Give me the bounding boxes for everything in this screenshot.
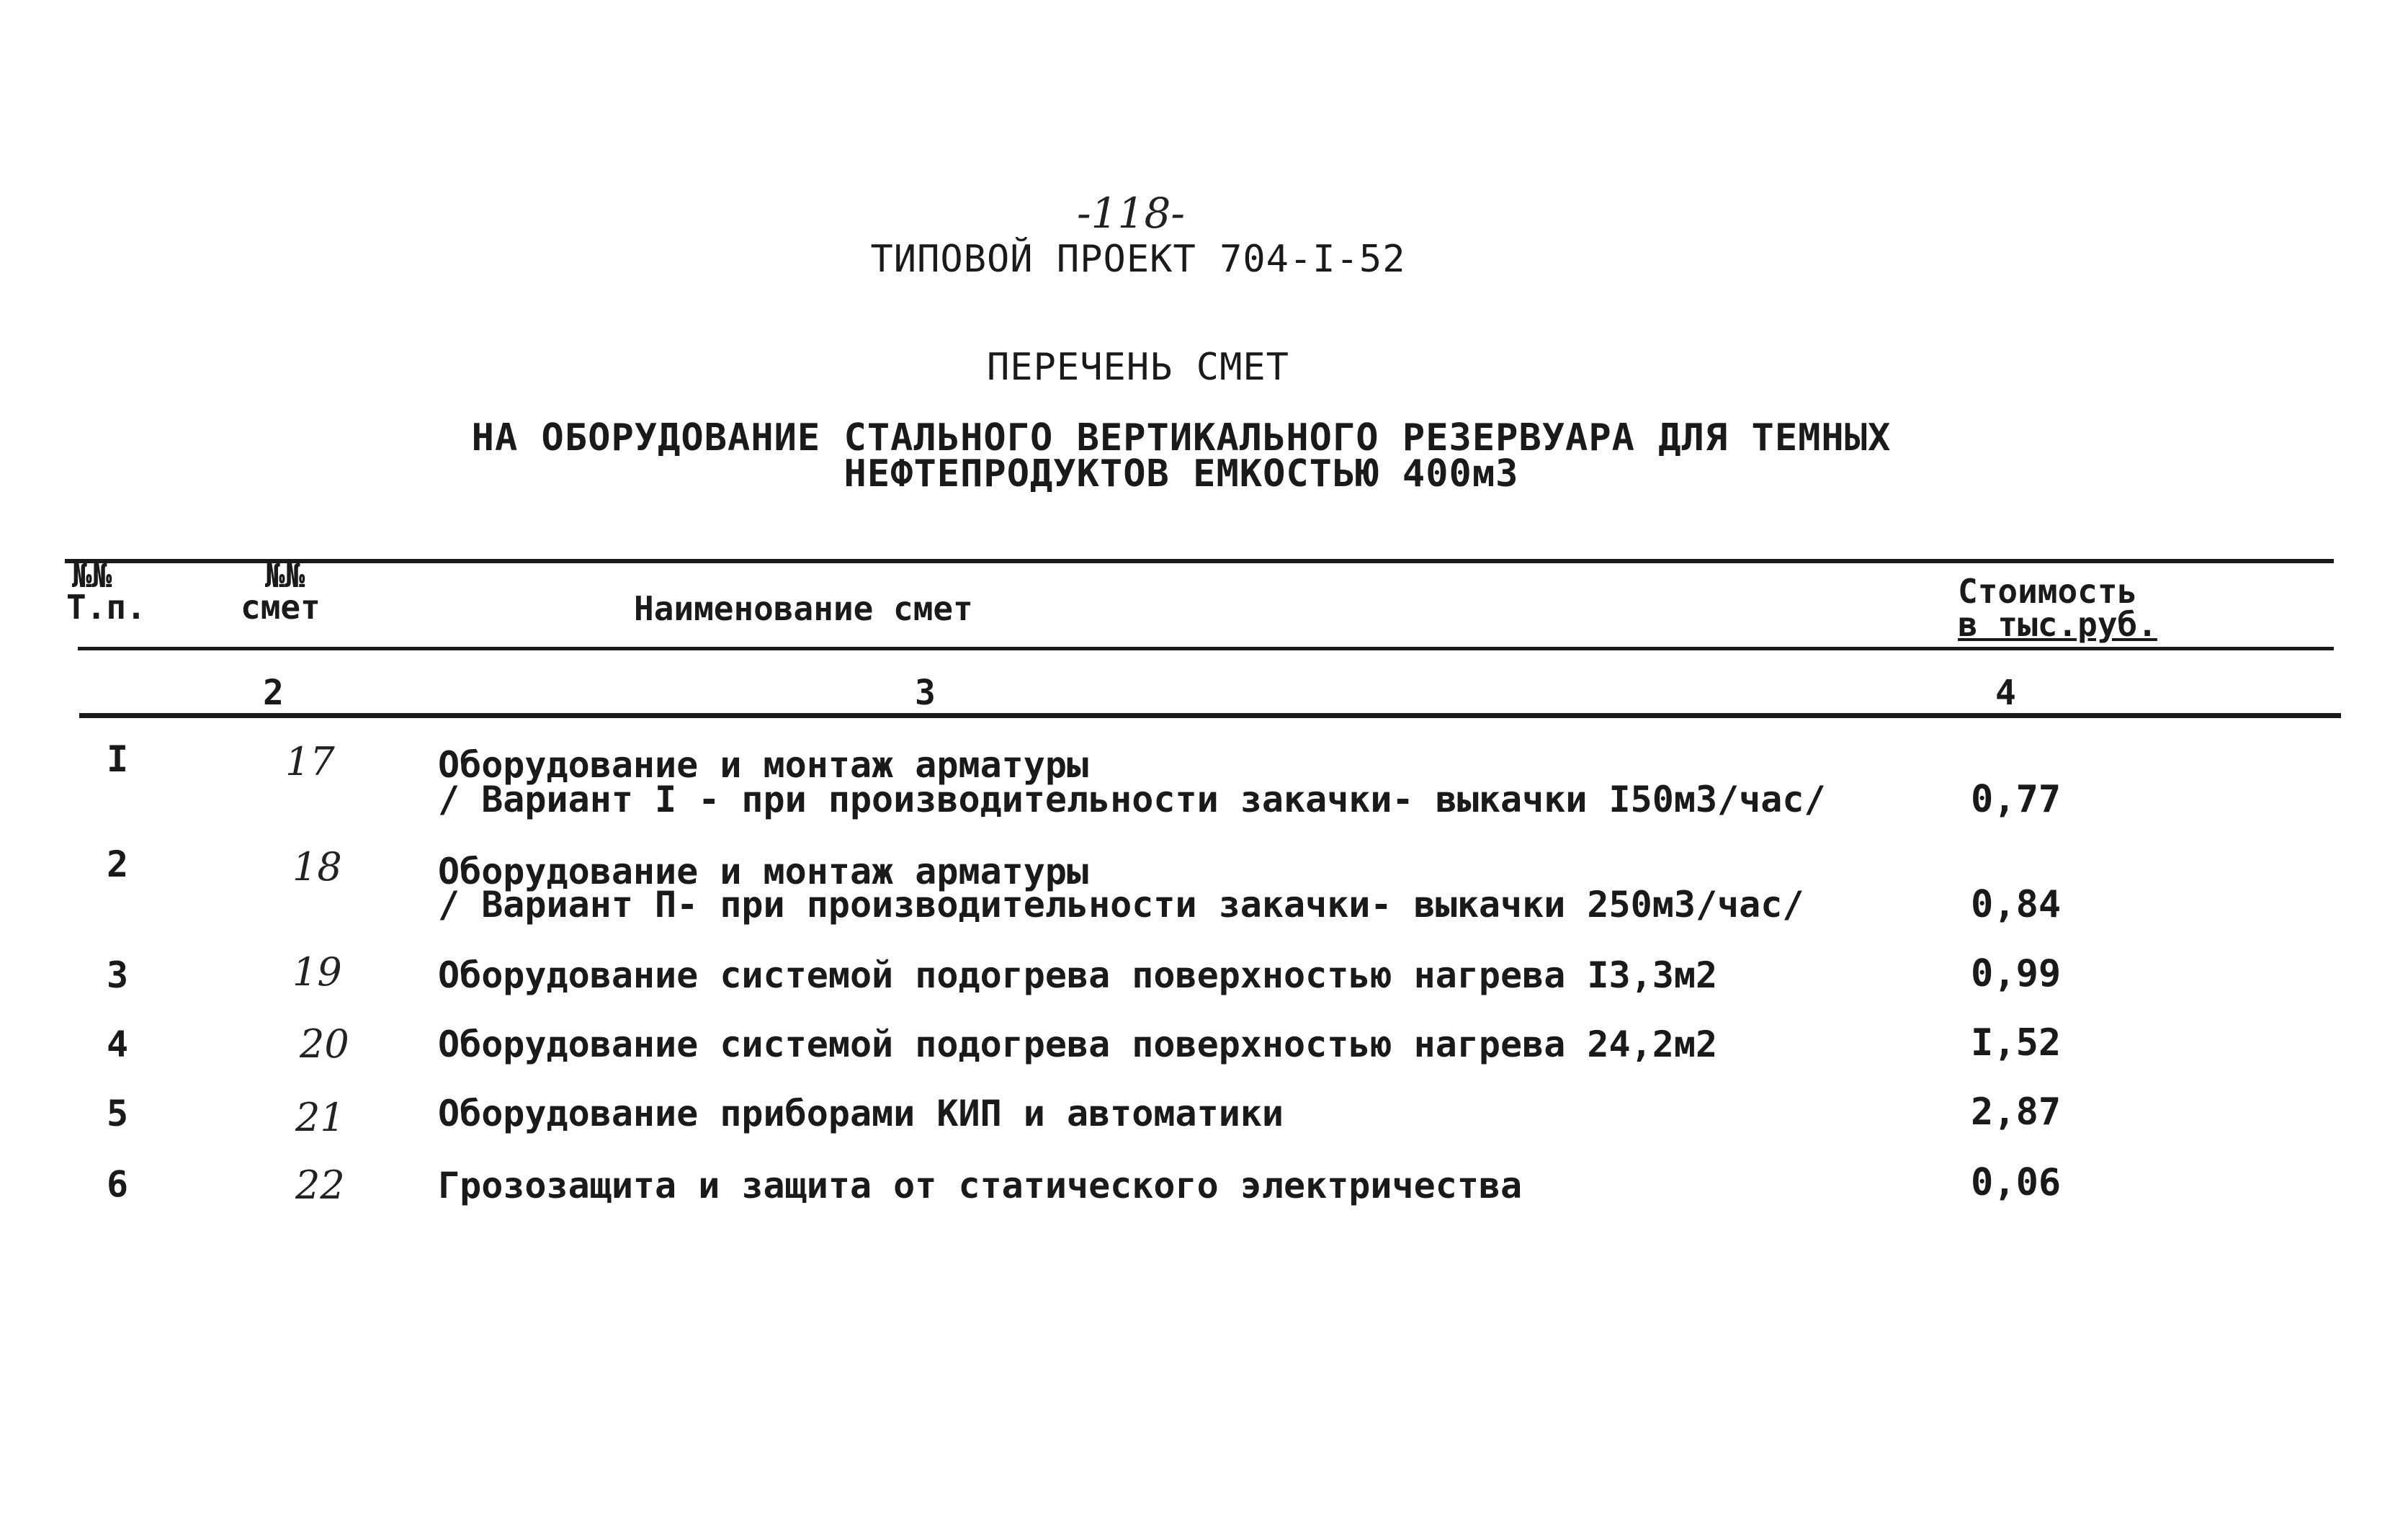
header-col4-line2: в тыс.руб. [1958,605,2157,644]
header-col3: Наименование смет [634,589,973,628]
estimate-number: 17 [285,739,335,784]
header-col4-line1: Стоимость [1958,572,2138,611]
estimate-name-line-1: Грозозащита и защита от статического электричества [438,1165,1523,1206]
estimate-name-line-1: Оборудование приборами КИП и автоматики [438,1093,1284,1134]
estimate-cost: 0,77 [1971,778,2062,821]
estimate-name-line-1: Оборудование системой подогрева поверхностью нагрева I3,3м2 [438,954,1718,996]
row-number: 4 [107,1023,129,1065]
estimate-cost: 2,87 [1971,1090,2062,1134]
header-bottom-rule [78,647,2334,650]
column-numbers-rule [79,713,2341,718]
estimate-cost: 0,99 [1971,952,2062,995]
row-number: I [107,738,129,780]
header-col2-line1: №№ [265,556,305,595]
column-number-2: 2 [263,673,284,713]
header-col2-line2: смет [241,588,321,627]
row-number: 2 [107,843,129,885]
header-col1-line1: №№ [72,556,112,595]
estimate-cost: 0,84 [1971,883,2062,926]
row-number: 3 [107,954,129,996]
estimate-number: 19 [292,949,342,995]
estimate-cost: 0,06 [1971,1161,2062,1204]
row-number: 6 [107,1163,129,1205]
header-col1-line2: Т.п. [66,588,146,627]
estimate-name-line-1: Оборудование системой подогрева поверхностью нагрева 24,2м2 [438,1023,1718,1065]
estimate-number: 22 [295,1163,345,1208]
estimate-name-line-2: / Вариант П- при производительности закачки- выкачки 250м3/час/ [438,884,1804,926]
estimate-number: 18 [292,844,342,890]
column-number-3: 3 [915,673,936,713]
subtitle-line-2: НЕФТЕПРОДУКТОВ ЕМКОСТЬЮ 400м3 [843,452,1519,496]
estimate-name-line-1: Оборудование и монтаж арматуры [438,744,1089,786]
estimate-name-line-1: Оборудование и монтаж арматуры [438,851,1089,892]
page-number: -118- [1077,189,1185,238]
project-title: ТИПОВОЙ ПРОЕКТ 704-I-52 [870,238,1406,281]
estimate-name-line-2: / Вариант I - при производительности закачки- выкачки I50м3/час/ [438,779,1826,820]
row-number: 5 [107,1093,129,1134]
table-top-rule [65,559,2334,563]
estimate-cost: I,52 [1971,1021,2062,1065]
estimate-number: 21 [295,1095,345,1140]
estimate-number: 20 [300,1021,349,1067]
subtitle-line-1: НА ОБОРУДОВАНИЕ СТАЛЬНОГО ВЕРТИКАЛЬНОГО РЕЗЕРВУАРА ДЛЯ ТЕМНЫХ [471,416,1892,460]
list-title: ПЕРЕЧЕНЬ СМЕТ [987,346,1289,389]
column-number-4: 4 [1995,673,2016,713]
